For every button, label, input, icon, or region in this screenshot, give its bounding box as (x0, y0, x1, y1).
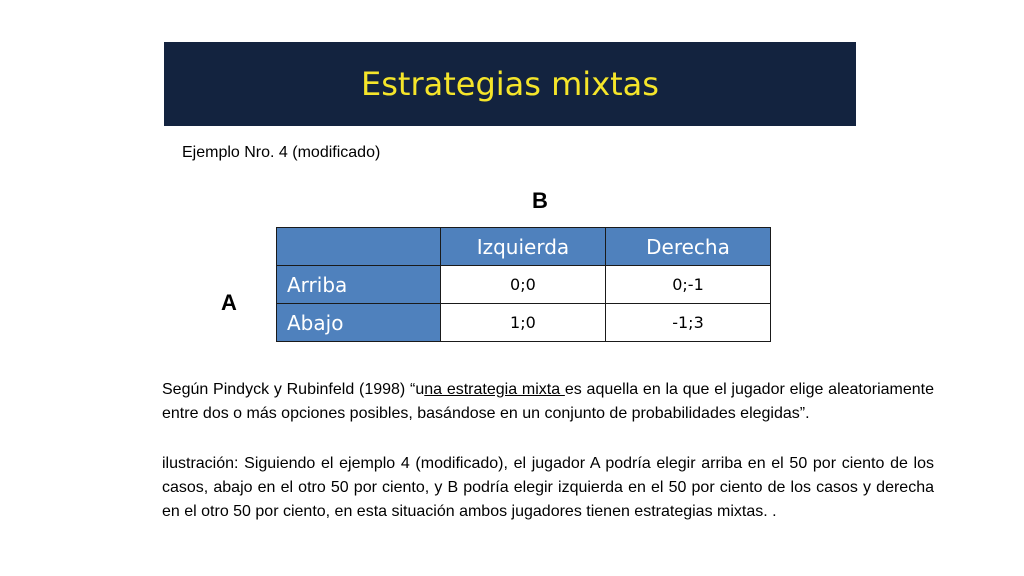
illustration-paragraph: ilustración: Siguiendo el ejemplo 4 (modificado), el jugador A podría elegir arriba en el 50 por ciento de los casos, abajo en el otro 50 por ciento, y B podría elegir izquierda en el 50 por ciento de los casos y derecha en el otro 50 por ciento, en esta situación ambos jugadores tienen estrategias mixtas. . (162, 455, 934, 520)
corner-cell (277, 228, 441, 266)
example-subtitle: Ejemplo Nro. 4 (modificado) (182, 144, 381, 161)
payoff-matrix (276, 227, 771, 342)
payoff-cell: 0;0 (440, 266, 605, 304)
table-header-row (277, 228, 771, 266)
column-header-derecha: Derecha (605, 228, 770, 266)
payoff-cell: 1;0 (440, 304, 605, 342)
title-banner (164, 42, 856, 126)
player-a-label: A (221, 290, 237, 315)
player-b-label: B (532, 188, 548, 213)
slide-title: Estrategias mixtas (361, 65, 659, 103)
definition-text-start: Según Pindyck y Rubinfeld (1998) “u (162, 381, 425, 398)
payoff-cell: 0;-1 (605, 266, 770, 304)
column-header-izquierda: Izquierda (440, 228, 605, 266)
payoff-cell: -1;3 (605, 304, 770, 342)
definition-paragraph (162, 378, 934, 426)
row-header-arriba: Arriba (277, 266, 441, 304)
definition-underlined-text: na estrategia mixta (424, 381, 565, 398)
table-row (277, 304, 771, 342)
definition-text-end: es aquella en la que el jugador elige aleatoriamente entre dos o más opciones posibles, basándose en un conjunto de probabilidades elegidas”. (162, 381, 935, 422)
row-header-abajo: Abajo (277, 304, 441, 342)
table-row (277, 266, 771, 304)
